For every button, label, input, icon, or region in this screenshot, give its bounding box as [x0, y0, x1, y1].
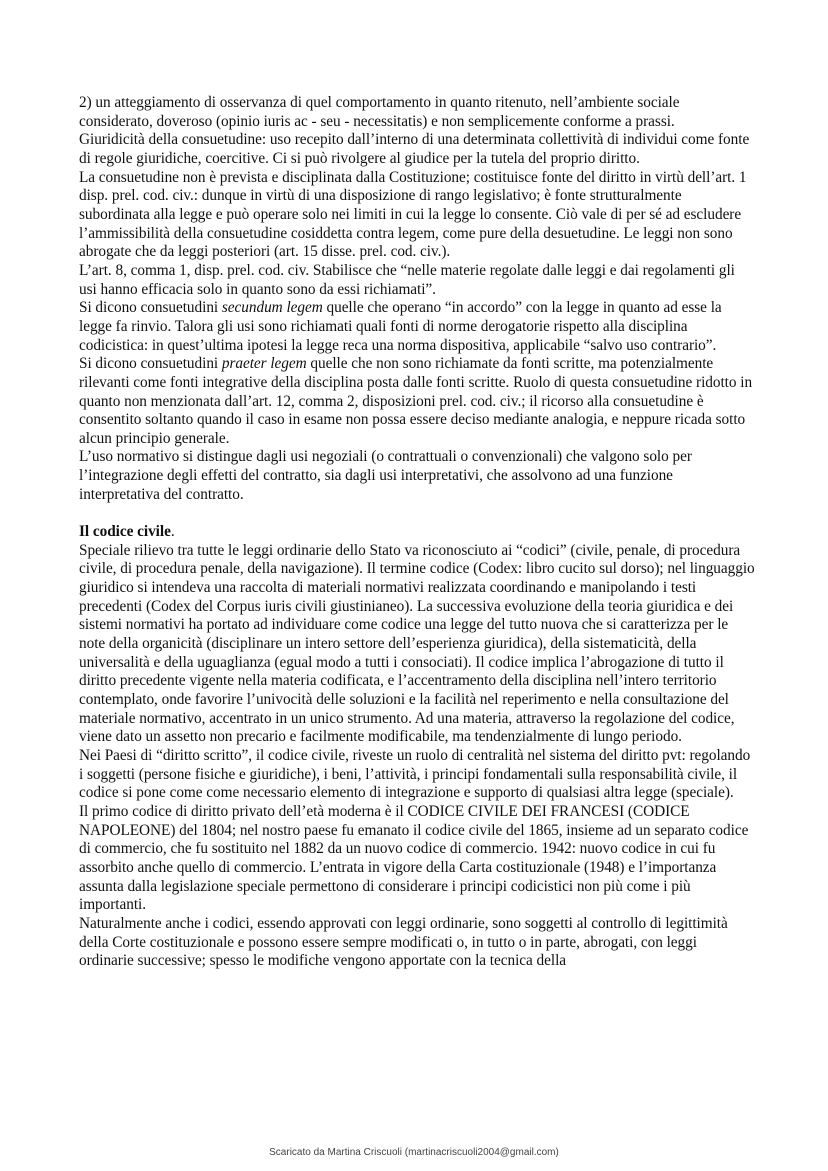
paragraph-diritto-scritto: Nei Paesi di “diritto scritto”, il codice civile, riveste un ruolo di centralità nel sistema del diritto pvt: regolando i soggetti (persone fisiche e giuridiche), i beni, l’attività, i principi fondamentali sulla responsabilità civile, il codice si pone come come necessario elemento di integrazione e supporto di qualsiasi altra legge (speciale).: [79, 746, 751, 802]
term-secundum-legem: secundum legem: [221, 299, 323, 317]
document-body: [79, 94, 755, 971]
paragraph-uso-normativo: L’uso normativo si distingue dagli usi negoziali (o contrattuali o convenzionali) che valgono solo per l’integrazione degli effetti del contratto, sia dagli usi interpretativi, che assolvono ad una funzione interpretativa del contratto.: [79, 448, 692, 503]
paragraph-giuridicita: Giuridicità della consuetudine: uso recepito dall’interno di una determinata collettività di individui come fonte di regole giuridiche, coercitive. Ci si può rivolgere al giudice per la tutela del proprio diritto.: [79, 131, 750, 167]
paragraph-costituzione: La consuetudine non è prevista e disciplinata dalla Costituzione; costituisce fonte del diritto in virtù dell’art. 1 disp. prel. cod. civ.: dunque in virtù di una disposizione di rango legislativo; è fonte strutturalmente subordinata alla legge e può operare solo nei limiti in cui la legge lo consente. Ciò vale di per sé ad escludere l’ammissibilità della consuetudine cosiddetta contra legem, come pure della desuetudine. Le leggi non sono abrogate che da leggi posteriori (art. 15 disse. prel. cod. civ.).: [79, 168, 747, 261]
paragraph-codici: Speciale rilievo tra tutte le leggi ordinarie dello Stato va riconosciuto ai “codici” (civile, penale, di procedura civile, di procedura penale, della navigazione). Il termine codice (Codex: libro cucito sul dorso); nel linguaggio giuridico si intendeva una raccolta di materiali normativi realizzata coordinando e manipolando i testi precedenti (Codex del Corpus iuris civili giustinianeo). La successiva evoluzione della teoria giuridica e dei sistemi normativi ha portato ad individuare come codice una legge del tutto nuova che si caratterizza per le note della organicità (disciplinare un intero settore dell’esperienza giuridica), della sistematicità, della universalità e della uguaglianza (egual modo a tutti i consociati). Il codice implica l’abrogazione di tutto il diritto precedente vigente nella materia codificata, e l’accentramento della disciplina nell’intero territorio contemplato, onde favorire l’univocità delle soluzioni e la facilità nel reperimento e nella consultazione del materiale normativo, accentrato in un unico strumento. Ad una materia, attraverso la regolazione del codice, viene dato un assetto non precario e facilmente modificabile, ma tendenzialmente di lungo periodo.: [79, 541, 755, 746]
section-heading: Il codice civile.: [79, 523, 175, 541]
paragraph-spacer: [79, 504, 755, 523]
paragraph-controllo-legittimita: Naturalmente anche i codici, essendo approvati con leggi ordinarie, sono soggetti al controllo di legittimità della Corte costituzionale e possono essere sempre modificati o, in tutto o in parte, abrogati, con leggi ordinarie successive; spesso le modifiche vengono apportate con la tecnica della: [79, 914, 728, 970]
paragraph-art-8: L’art. 8, comma 1, disp. prel. cod. civ. Stabilisce che “nelle materie regolate dalle leggi e dai regolamenti gli usi hanno efficacia solo in quanto sono da essi richiamati”.: [79, 261, 735, 298]
paragraph-secundum-legem: Si dicono consuetudini secundum legem quelle che operano “in accordo” con la legge in quanto ad esse la legge fa rinvio. Talora gli usi sono richiamati quali fonti di norme derogatorie rispetto alla disciplina codicistica: in quest’ultima ipotesi la legge reca una norma dispositiva, applicabile “salvo uso contrario”.: [79, 299, 722, 354]
paragraph-praeter-legem: Si dicono consuetudini praeter legem quelle che non sono richiamate da fonti scritte, ma potenzialmente rilevanti come fonti integrative della disciplina posta dalle fonti scritte. Ruolo di questa consuetudine ridotto in quanto non menzionata dall’art. 12, comma 2, disposizioni prel. cod. civ.; il ricorso alla consuetudine è consentito soltanto quando il caso in esame non possa essere deciso mediante analogia, e neppure ricada sotto alcun principio generale.: [79, 355, 753, 447]
term-praeter-legem: praeter legem: [221, 355, 307, 373]
download-footer: Scaricato da Martina Criscuoli (martinacriscuoli2004@gmail.com): [269, 1147, 559, 1158]
paragraph-codice-napoleone: Il primo codice di diritto privato dell’età moderna è il CODICE CIVILE DEI FRANCESI (CODICE NAPOLEONE) del 1804; nel nostro paese fu emanato il codice civile del 1865, insieme ad un separato codice di commercio, che fu sostituito nel 1882 da un nuovo codice di commercio. 1942: nuovo codice in cui fu assorbito anche quello di commercio. L’entrata in vigore della Carta costituzionale (1948) e l’importanza assunta dalla legislazione speciale permettono di considerare i principi codicistici non più come i più importanti.: [79, 802, 749, 914]
paragraph-opinio-iuris: 2) un atteggiamento di osservanza di quel comportamento in quanto ritenuto, nell’ambiente sociale considerato, doveroso (opinio iuris ac - seu - necessitatis) e non semplicemente conforme a prassi.: [79, 94, 680, 130]
